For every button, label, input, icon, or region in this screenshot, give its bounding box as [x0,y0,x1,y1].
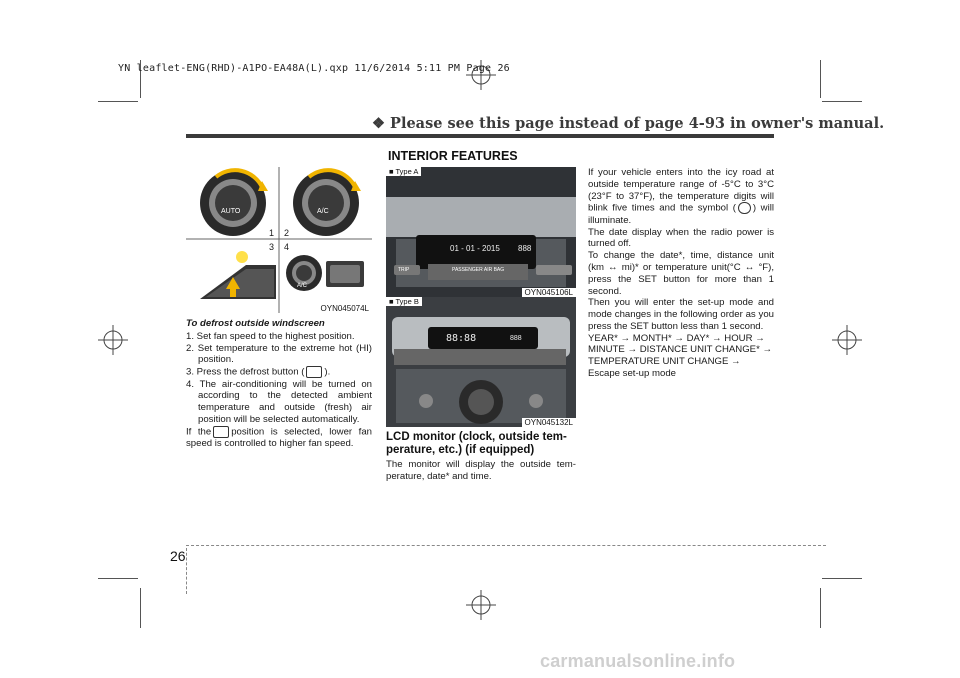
footer-divider [186,548,187,594]
crop-mark [98,101,138,102]
icy-road-paragraph [588,167,774,227]
crop-mark [140,588,141,628]
defrost-icon [306,366,322,378]
note-prefix: If the [186,426,212,438]
lcd-monitor-heading: LCD monitor (clock, outside tem-perature, etc.) (if equipped) [386,431,567,456]
snowflake-icon [738,202,751,214]
header-rule [186,134,774,138]
icy-road-text-suffix: ) will illuminate. [588,202,774,226]
lcd-type-b-illustration [386,297,576,427]
footer-rule [186,545,826,546]
knob-label-ac: A/C [317,208,329,215]
callout-4: 4 [284,242,290,252]
page-number: 26 [170,548,186,564]
crop-mark [822,578,862,579]
type-a-tag: ■ Type A [386,167,421,176]
defrost-note [186,426,372,450]
step-text-suffix: ). [324,366,331,378]
crop-mark [98,578,138,579]
crop-mark [820,588,821,628]
site-watermark: carmanualsonline.info [540,651,736,671]
lcd-type-a-figure [386,167,576,297]
lcd-temp-readout: 888 [510,335,522,342]
defrost-steps [186,331,372,426]
defrost-subheading: To defrost outside windscreen [186,318,325,329]
registration-mark [98,325,128,355]
trip-button-label: TRIP [398,267,410,273]
paragraph: The date display when the radio power is turned off. [588,226,774,250]
file-header: YN leaflet-ENG(RHD)-A1PO-EA48A(L).qxp 11/6/2014 5:11 PM Page 26 [118,63,510,74]
crop-mark [822,101,862,102]
step-text: 3. Press the defrost button ( [186,366,305,378]
section-title: INTERIOR FEATURES [388,149,518,163]
paragraph: To change the date*, time, distance unit (km ↔ mi)* or temperature unit(°C ↔ °F), press the SET button for more than 1 second. [588,250,774,297]
climate-knobs-illustration [186,167,372,313]
callout-1: 1 [269,228,275,238]
callout-3: 3 [269,242,275,252]
step-item: 4. The air-conditioning will be turned on according to the detected ambient temperature and outside (fresh) air position will be selected automatically. [186,378,372,425]
knob-label-auto: AUTO [221,208,241,215]
lcd-clock-readout: 88:88 [446,333,477,344]
lcd-date-readout: 01 - 01 - 2015 [450,244,500,253]
defrost-instructions [186,318,372,450]
lcd-setup-instructions [588,167,774,380]
lcd-type-a-illustration [386,167,576,297]
lcd-temp-readout: 888 [518,244,532,253]
lcd-type-b-figure [386,297,576,427]
paragraph: Then you will enter the set-up mode and mode changes in the following order as you press the SET button less than 1 second. [588,297,774,332]
crop-mark [820,60,821,98]
callout-2: 2 [284,228,290,238]
figure-code: OYN045106L [522,288,576,297]
defrost-mode-icon [213,426,229,438]
registration-mark [466,590,496,620]
figure-code: OYN045074L [318,304,372,313]
icy-road-text: If your vehicle enters into the icy road at outside temperature range of -5°C to 3°C (23°F to 37°F), the temperature digits will blink five times and the symbol ( [588,167,774,214]
type-b-tag: ■ Type B [386,297,422,306]
knob-label-ac-small: A/C [297,283,308,289]
airbag-label: PASSENGER AIR BAG [452,267,505,273]
page-banner: ❖ Please see this page instead of page 4-93 in owner's manual. [372,115,885,132]
step-item: 1. Set fan speed to the highest position. [186,330,355,342]
registration-mark [832,325,862,355]
setup-order-paragraph: YEAR* → MONTH* → DAY* → HOUR → MINUTE → DISTANCE UNIT CHANGE* → TEMPERATURE UNIT CHANGE → Escape set-up mode [588,332,773,380]
step-item: 2. Set temperature to the extreme hot (HI) position. [186,342,372,366]
figure-code: OYN045132L [522,418,576,427]
step-item [186,366,372,378]
climate-knobs-figure [186,167,372,313]
note-suffix: position is selected, lower fan speed is controlled to higher fan speed. [186,426,372,450]
lcd-monitor-body: The monitor will display the outside tem-perature, date* and time. [386,459,576,482]
